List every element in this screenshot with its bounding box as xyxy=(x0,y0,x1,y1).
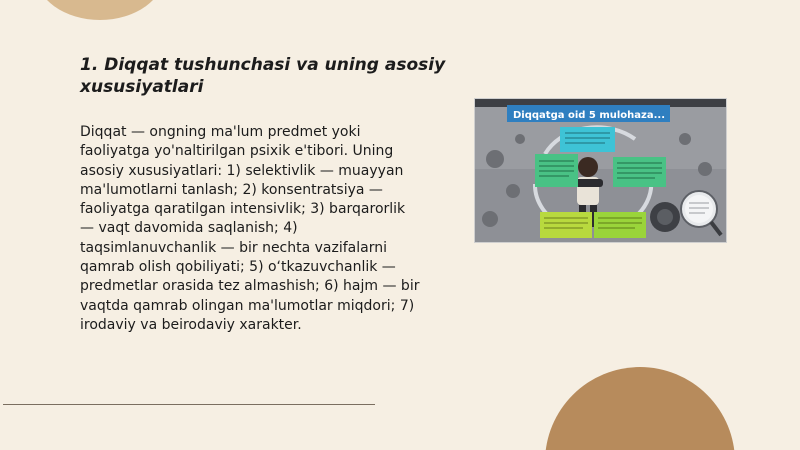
horizontal-divider xyxy=(3,404,375,405)
slide-title: 1. Diqqat tushunchasi va uning asosiy xususiyatlari xyxy=(80,55,446,97)
attention-infographic-image xyxy=(474,98,727,243)
decorative-circle-bottom xyxy=(545,367,735,450)
infographic-banner-text: Diqqatga oid 5 mulohaza... xyxy=(513,110,666,121)
slide-body-text: Diqqat — ongning ma'lum predmet yoki faoliyatga yo'naltirilgan psixik e'tibori. Uning asosiy xususiyatlari: 1) selektivlik — muayyan ma'lumotlarni tanlash; 2) konsentratsiya — faoliyatga qaratilgan intensivlik; 3) barqarorlik — vaqt davomida saqlanish; 4) taqsimlanuvchanlik — bir nechta vazifalarni qamrab olish qobiliyati; 5) o‘tkazuvchanlik — predmetlar orasida tez almashish; 6) hajm — bir vaqtda qamrab olingan ma'lumotlar miqdori; 7) irodaviy va beirodaviy xarakter. xyxy=(80,124,420,333)
decorative-circle-top xyxy=(35,0,165,20)
